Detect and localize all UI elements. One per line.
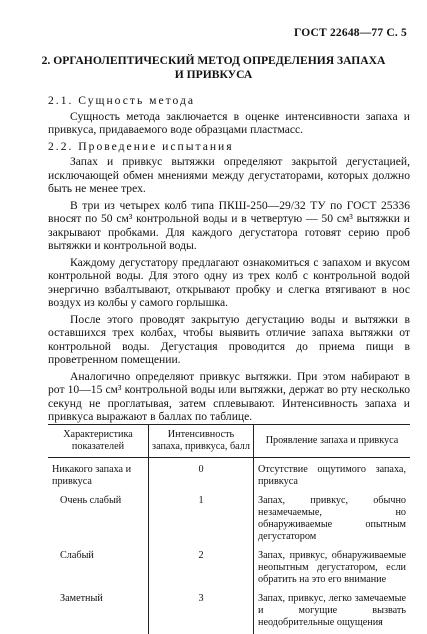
paragraph-4: После этого проводят закрытую дегустацию воды и вытяжки в оставшихся трех колбах, чтобы выявить отличие запаха вытяжки от контрольной воды. Дегустация проводится до приема пищи в проветренном помещении. (48, 312, 410, 366)
section-title (20, 54, 407, 82)
paragraph-2: В три из четырех колб типа ПКШ-250—29/32 ТУ по ГОСТ 25336 вносят по 50 см³ контрольной воды и в четвертую — 50 см³ вытяжки и закрывают пробками. Для каждого дегустатора готовят серию проб вытяжки и контрольной воды. (48, 198, 410, 252)
column-header-manifestation: Проявление запаха и привкуса (254, 425, 411, 458)
table-row (48, 548, 410, 591)
page-header: ГОСТ 22648—77 С. 5 (294, 27, 407, 39)
cell-score: 1 (149, 493, 254, 548)
table-row (48, 458, 410, 494)
cell-characteristic: Никакого запаха и привкуса (52, 464, 132, 487)
cell-characteristic (48, 493, 149, 548)
cell-manifestation: Отсутствие ощутимого запаха, привкуса (254, 458, 411, 494)
cell-characteristic-text: Слабый (60, 550, 94, 561)
table-row (48, 591, 410, 634)
cell-characteristic (48, 591, 149, 634)
cell-score: 2 (149, 548, 254, 591)
cell-characteristic (48, 548, 149, 591)
paragraph-1: Запах и привкус вытяжки определяют закрытой дегустацией, исключающей обмен мнениями между дегустаторами, которых должно быть не менее трех. (48, 155, 410, 195)
table-header-row (48, 425, 410, 458)
cell-manifestation: Запах, привкус, легко замечаемые и могущие вызвать неодобрительные ощущения (254, 591, 411, 634)
cell-score: 0 (149, 458, 254, 494)
column-header-characteristic: Характеристика показателей (48, 425, 149, 458)
cell-characteristic-text: Очень слабый (60, 495, 122, 506)
paragraph-3: Каждому дегустатору предлагают ознакомиться с запахом и вкусом контрольной воды. Для этого одну из трех колб с контрольной водой энергично взбалтывают, открывают пробку и слегка втягивают в нос воздух из колбы у самого горлышка. (48, 255, 410, 309)
table-row (48, 493, 410, 548)
cell-score: 3 (149, 591, 254, 634)
subsection-heading-procedure: 2.2. Проведение испытания (48, 139, 234, 153)
paragraph-5: Аналогично определяют привкус вытяжки. При этом набирают в рот 10—15 см³ контрольной воды или вытяжки, держат во рту несколько секунд не проглатывая, затем сплевывают. Интенсивность запаха и привкуса выражают в баллах по таблице. (48, 369, 410, 423)
body-text (48, 92, 410, 427)
section-title-line-2: И ПРИВКУСА (174, 68, 253, 81)
column-header-score: Интенсивность запаха, привкуса, балл (149, 425, 254, 458)
cell-manifestation: Запах, привкус, обнаруживаемые неопытным дегустатором, если обратить на это его внимание (254, 548, 411, 591)
subsection-heading-essence: 2.1. Сущность метода (48, 94, 196, 107)
cell-manifestation: Запах, привкус, обычно незамечаемые, но обнаруживаемые опытным дегустатором (254, 493, 411, 548)
paragraph-essence: Сущность метода заключается в оценке интенсивности запаха и привкуса, придаваемого воде образцами пластмасс. (48, 109, 410, 136)
intensity-table (48, 424, 410, 634)
cell-characteristic-text: Заметный (60, 593, 103, 604)
section-title-line-1: 2. ОРГАНОЛЕПТИЧЕСКИЙ МЕТОД ОПРЕДЕЛЕНИЯ ЗАПАХА (41, 54, 386, 67)
